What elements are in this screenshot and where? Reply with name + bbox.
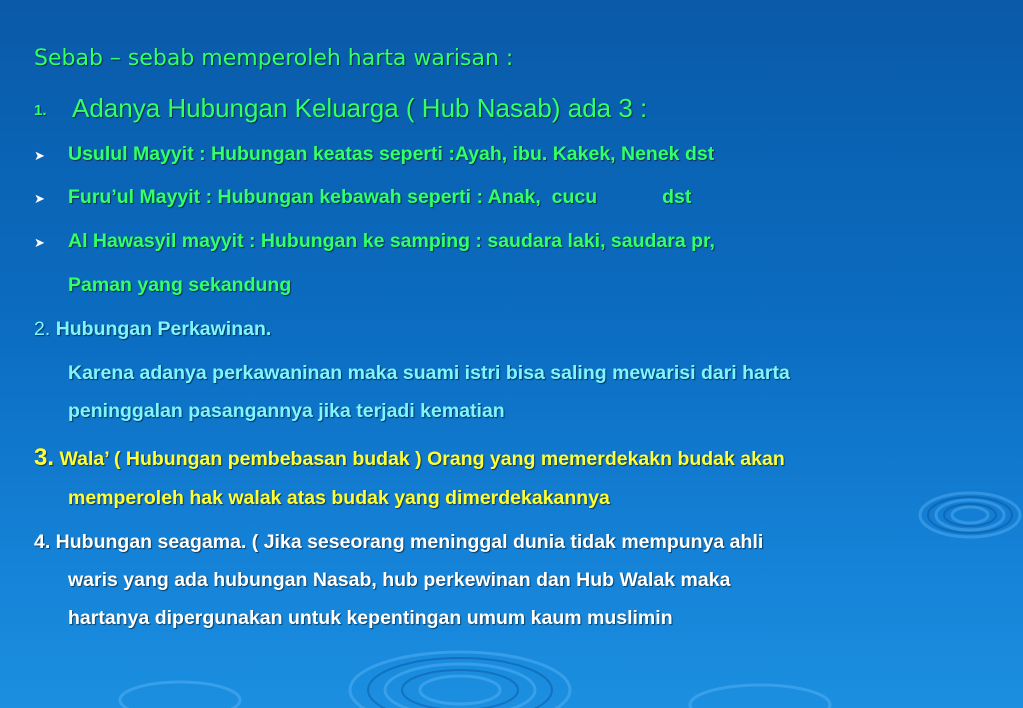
bullet-furu: Furu’ul Mayyit : Hubungan kebawah seperti : Anak, cucu dst: [68, 186, 692, 208]
slide-title: Sebab – sebab memperoleh harta warisan :: [34, 46, 514, 71]
item-2-period: .: [265, 318, 272, 340]
item-3-line-1: Wala’ ( Hubungan pembebasan budak ) Orang yang memerdekakn budak akan: [59, 448, 785, 470]
item-2-heading: [34, 318, 271, 341]
item-2-line-2: peninggalan pasangannya jika terjadi kematian: [68, 400, 505, 422]
item-3-line-2: memperoleh hak walak atas budak yang dimerdekakannya: [68, 487, 610, 509]
arrowhead-bullet-icon: ➤: [34, 148, 45, 163]
item-4-line-1: 4. Hubungan seagama. ( Jika seseorang meninggal dunia tidak mempunya ahli: [34, 531, 764, 553]
bullet-hawasyil-continuation: Paman yang sekandung: [68, 274, 292, 296]
item-2-line-1: Karena adanya perkawaninan maka suami istri bisa saling mewarisi dari harta: [68, 362, 790, 384]
item-4-line-3: hartanya dipergunakan untuk kepentingan umum kaum muslimin: [68, 607, 673, 629]
item-3-number: 3.: [34, 444, 55, 471]
bullet-hawasyil: Al Hawasyil mayyit : Hubungan ke samping : saudara laki, saudara pr,: [68, 230, 715, 252]
arrowhead-bullet-icon: ➤: [34, 191, 45, 206]
item-4-line-2: waris yang ada hubungan Nasab, hub perkewinan dan Hub Walak maka: [68, 569, 731, 591]
item-2-title: Hubungan Perkawinan: [55, 318, 266, 340]
bullet-usulul: Usulul Mayyit : Hubungan keatas seperti :Ayah, ibu. Kakek, Nenek dst: [68, 143, 715, 165]
item-3-heading: [34, 444, 785, 472]
item-1-number: 1.: [34, 102, 47, 119]
arrowhead-bullet-icon: ➤: [34, 235, 45, 250]
item-2-number: 2.: [34, 318, 51, 340]
item-1-text: Adanya Hubungan Keluarga ( Hub Nasab) ada 3 :: [72, 93, 648, 123]
item-1-heading: [34, 93, 647, 124]
